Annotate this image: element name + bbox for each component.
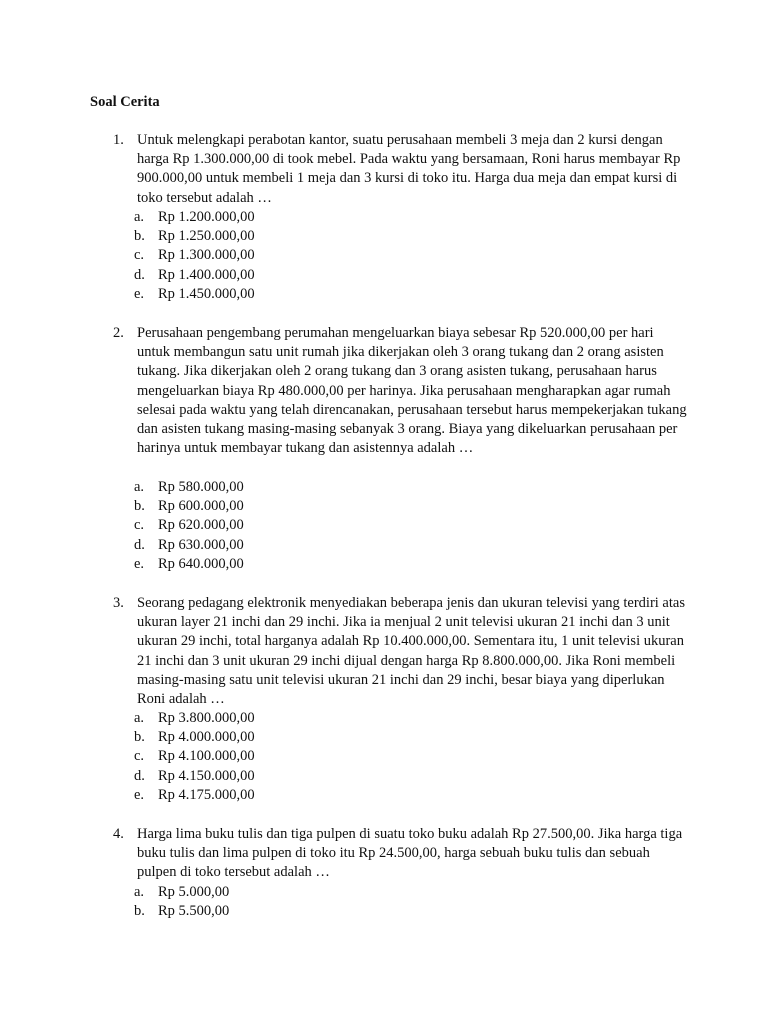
option-letter: e. [134,285,145,302]
option-letter: d. [134,266,145,283]
answer-option-c [0,747,768,766]
option-letter: b. [134,729,145,746]
question-number: 2. [113,325,124,341]
option-letter: a. [134,479,145,495]
option-text: Rp 3.800.000,00 [158,710,255,726]
answer-option-e [0,786,768,805]
answer-option-d [0,266,768,285]
question-text: Harga lima buku tulis dan tiga pulpen di suatu toko buku adalah Rp 27.500,00. Jika harga tiga buku tulis dan lima pulpen di toko itu Rp 24.500,00, harga sebuah buku tulis dan sebuah pulpen di toko tersebut adalah … [137,826,683,881]
option-letter: a. [134,710,145,726]
question-text: Seorang pedagang elektronik menyediakan beberapa jenis dan ukuran televisi yang terdiri atas ukuran layer 21 inchi dan 29 inchi. Jika ia menjual 2 unit televisi ukuran 21 inchi dan 3 unit ukuran 29 inchi, total harganya adalah Rp 10.400.000,00. Sementara itu, 1 unit televisi ukuran 21 inchi dan 3 unit ukuran 29 inchi dijual dengan harga Rp 8.800.000,00. Jika Roni membeli masing-masing satu unit televisi ukuran 21 inchi dan 29 inchi, besar biaya yang diperlukan Roni adalah … [137,595,685,708]
option-text: Rp 5.000,00 [158,884,230,900]
answer-option-b [0,227,768,246]
answer-option-d [0,536,768,555]
option-text: Rp 1.250.000,00 [158,228,255,245]
option-text: Rp 600.000,00 [158,498,244,515]
question-text: Perusahaan pengembang perumahan mengeluarkan biaya sebesar Rp 520.000,00 per hari untuk membangun satu unit rumah jika dikerjakan oleh 3 orang tukang dan 2 orang asisten tukang. Jika dikerjakan oleh 2 orang tukang dan 3 orang asisten tukang, perusahaan harus mengeluarkan biaya Rp 480.000,00 per harinya. Jika perusahaan mengharapkan agar rumah selesai pada waktu yang telah direncanakan, perusahaan tersebut harus mempekerjakan tukang dan asisten tukang masing-masing sebanyak 3 orang. Biaya yang dikeluarkan perusahaan per harinya untuk membayar tukang dan asistennya adalah … [137,325,687,457]
option-text: Rp 620.000,00 [158,517,244,534]
answer-option-b [0,902,768,921]
page-title: Soal Cerita [90,94,160,110]
question-number: 4. [113,826,124,842]
option-letter: b. [134,498,145,515]
answer-options [0,478,768,574]
answer-option-a [0,883,768,902]
option-text: Rp 1.450.000,00 [158,285,255,302]
option-text: Rp 630.000,00 [158,536,244,553]
answer-option-e [0,285,768,304]
option-text: Rp 4.150.000,00 [158,767,255,784]
option-letter: d. [134,536,145,553]
answer-option-a [0,709,768,728]
option-letter: c. [134,517,145,534]
answer-option-b [0,497,768,516]
question-number: 1. [113,132,124,148]
option-text: Rp 580.000,00 [158,479,244,495]
option-letter: d. [134,767,145,784]
option-text: Rp 4.000.000,00 [158,729,255,746]
option-letter: e. [134,555,145,572]
option-letter: b. [134,903,145,920]
option-text: Rp 1.300.000,00 [158,247,255,264]
option-text: Rp 4.175.000,00 [158,786,255,803]
answer-option-d [0,767,768,786]
question-text: Untuk melengkapi perabotan kantor, suatu perusahaan membeli 3 meja dan 2 kursi dengan harga Rp 1.300.000,00 di took mebel. Pada waktu yang bersamaan, Roni harus membayar Rp 900.000,00 untuk membeli 1 meja dan 3 kursi di toko itu. Harga dua meja dan empat kursi di toko tersebut adalah … [137,132,681,206]
option-letter: a. [134,209,145,225]
option-letter: a. [134,884,145,900]
answer-option-c [0,516,768,535]
answer-option-b [0,728,768,747]
option-text: Rp 5.500,00 [158,903,230,920]
option-text: Rp 1.200.000,00 [158,209,255,225]
answer-options [0,883,768,921]
option-text: Rp 1.400.000,00 [158,266,255,283]
answer-options [0,208,768,304]
option-text: Rp 4.100.000,00 [158,748,255,765]
answer-option-e [0,555,768,574]
answer-options [0,709,768,805]
question-number: 3. [113,595,124,611]
option-letter: e. [134,786,145,803]
answer-option-a [0,478,768,497]
option-letter: c. [134,247,145,264]
option-letter: b. [134,228,145,245]
option-text: Rp 640.000,00 [158,555,244,572]
answer-option-c [0,246,768,265]
answer-option-a [0,208,768,227]
option-letter: c. [134,748,145,765]
